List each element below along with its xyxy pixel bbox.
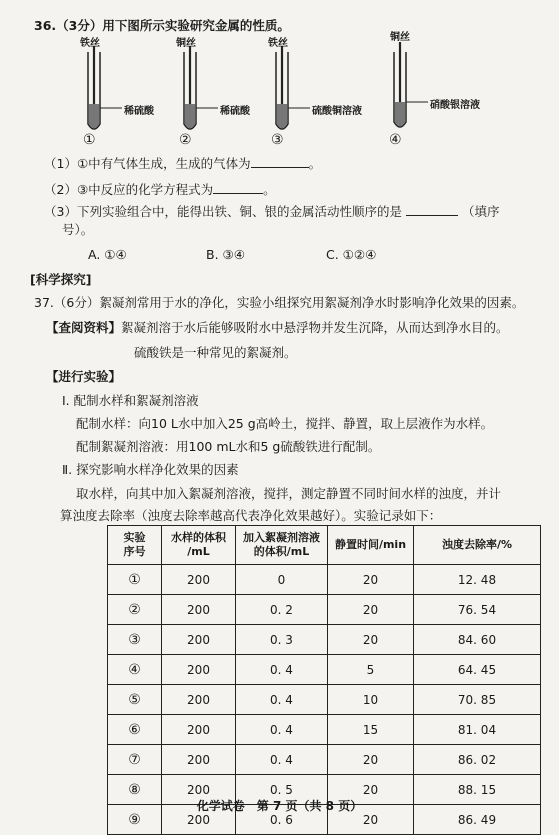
- option-a: A. ①④: [88, 247, 127, 262]
- option-c: C. ①②④: [326, 247, 377, 262]
- q36-sub2-end: 。: [263, 182, 276, 197]
- table-row: ③ 200 0. 3 20 84. 60: [108, 625, 541, 655]
- q36-sub2: [44, 180, 276, 198]
- table-row: ⑧ 200 0. 5 20 88. 15: [108, 775, 541, 805]
- header-settling-time: 静置时间/min: [328, 526, 414, 565]
- table-row: ④ 200 0. 4 5 64. 45: [108, 655, 541, 685]
- part1-line-2: 配制絮凝剂溶液：用100 mL水和5 g硫酸铁进行配制。: [76, 439, 381, 454]
- table-header-row: [108, 526, 541, 565]
- part2-line-2: 算浊度去除率（浊度去除率越高代表净化效果越好）。实验记录如下：: [60, 508, 442, 523]
- table-row: ① 200 0 20 12. 48: [108, 565, 541, 595]
- tube2-metal-label: 铜丝: [176, 38, 196, 49]
- test-tube-3: [268, 34, 378, 148]
- tube4-metal-label: 铜丝: [390, 32, 410, 43]
- test-tube-4-drawing: [386, 28, 496, 144]
- reference-label: 【查阅资料】: [46, 320, 122, 335]
- part1-title: Ⅰ. 配制水样和絮凝剂溶液: [62, 393, 199, 408]
- part2-line-1: 取水样，向其中加入絮凝剂溶液，搅拌，测定静置不同时间水样的浊度，并计: [76, 486, 502, 501]
- q36-sub1: [44, 154, 321, 172]
- table-row: ② 200 0. 2 20 76. 54: [108, 595, 541, 625]
- q36-sub2-answer-blank[interactable]: [213, 181, 263, 194]
- header-trial-no: 实验 序号: [108, 526, 162, 565]
- q36-sub3-hint: （填序: [461, 204, 500, 219]
- table-row: ⑦ 200 0. 4 20 86. 02: [108, 745, 541, 775]
- q36-sub2-text: （2）③中反应的化学方程式为: [44, 182, 214, 197]
- q36-sub1-end: 。: [308, 156, 322, 171]
- tube2-number: ②: [179, 132, 192, 148]
- q36-sub3: [44, 202, 499, 220]
- table-row: ⑤ 200 0. 4 10 70. 85: [108, 685, 541, 715]
- test-tube-4: [386, 28, 496, 148]
- q36-sub1-text: （1）①中有气体生成，生成的气体为: [44, 156, 251, 171]
- table-row: ⑨ 200 0. 6 20 86. 49: [108, 805, 541, 835]
- test-tube-1-drawing: [80, 34, 190, 144]
- q36-sub3-cont: 号）。: [62, 222, 94, 237]
- test-tube-1: [80, 34, 190, 148]
- tube3-number: ③: [271, 132, 284, 148]
- tube1-number: ①: [83, 132, 96, 148]
- reference-line-1: 絮凝剂溶于水后能够吸附水中悬浮物并发生沉降，从而达到净水目的。: [121, 320, 509, 335]
- test-tube-3-drawing: [268, 34, 378, 144]
- tube1-metal-label: 铁丝: [80, 38, 100, 49]
- part1-line-1: 配制水样：向10 L水中加入25 g高岭土，搅拌、静置，取上层液作为水样。: [76, 416, 494, 431]
- q36-stem: 36.（3分）用下图所示实验研究金属的性质。: [34, 18, 290, 33]
- experiment-record-table: [107, 525, 541, 835]
- experiment-label: 【进行实验】: [46, 369, 122, 384]
- header-flocculant-volume: 加入絮凝剂溶液 的体积/mL: [236, 526, 328, 565]
- option-b: B. ③④: [206, 247, 245, 262]
- reference-block: [46, 318, 509, 336]
- q37-stem: 37.（6分）絮凝剂常用于水的净化，实验小组探究用絮凝剂净水时影响净化效果的因素。: [34, 295, 525, 310]
- tube4-solution-label: 硝酸银溶液: [430, 100, 480, 111]
- section-heading: [科学探究]: [30, 272, 92, 287]
- q36-sub3-answer-blank[interactable]: [406, 203, 458, 216]
- tube1-solution-label: 稀硫酸: [124, 106, 154, 117]
- table-row: ⑥ 200 0. 4 15 81. 04: [108, 715, 541, 745]
- q36-sub1-answer-blank[interactable]: [251, 155, 309, 168]
- tube4-number: ④: [389, 132, 402, 148]
- header-sample-volume: 水样的体积 /mL: [162, 526, 236, 565]
- tube3-metal-label: 铁丝: [268, 38, 288, 49]
- q36-sub3-text: （3）下列实验组合中，能得出铁、铜、银的金属活动性顺序的是: [44, 204, 402, 219]
- part2-title: Ⅱ. 探究影响水样净化效果的因素: [62, 462, 239, 477]
- tube2-solution-label: 稀硫酸: [220, 106, 250, 117]
- header-turbidity-removal: 浊度去除率/%: [414, 526, 541, 565]
- page-footer: 化学试卷 第 7 页（共 8 页）: [196, 799, 363, 813]
- reference-line-2: 硫酸铁是一种常见的絮凝剂。: [134, 345, 297, 360]
- tube3-solution-label: 硫酸铜溶液: [312, 106, 362, 117]
